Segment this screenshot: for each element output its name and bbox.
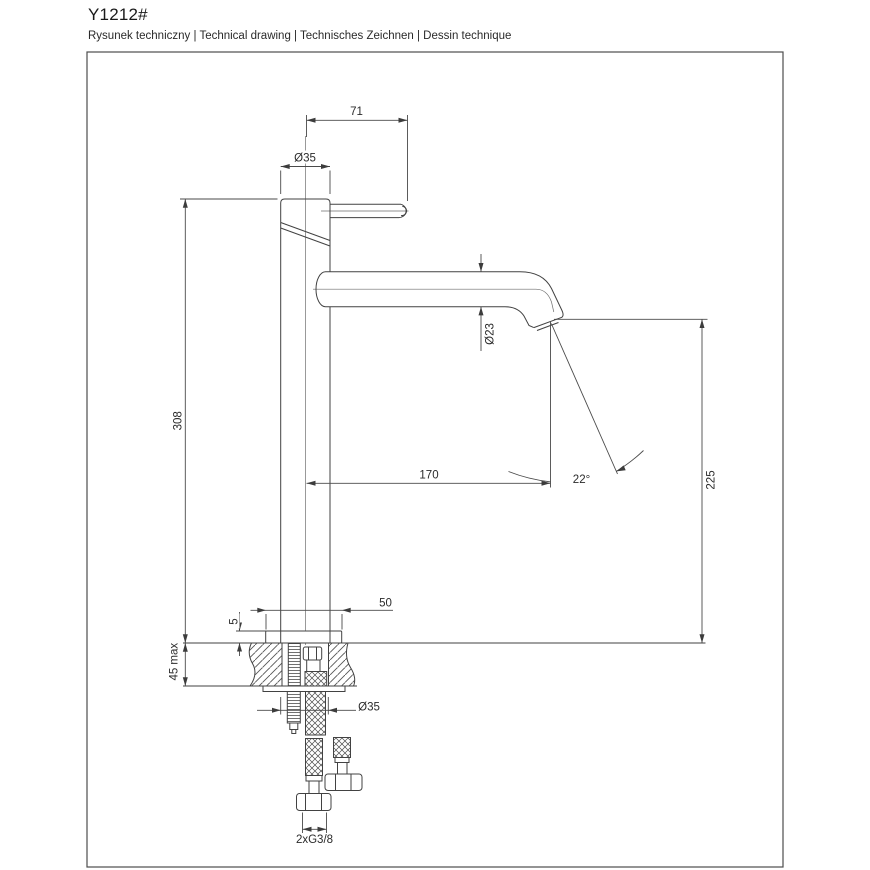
- countertop-right: [329, 643, 355, 686]
- dimension-spout-reach: [307, 322, 551, 488]
- spout-centerline: [313, 289, 554, 312]
- drawing-subtitle: Rysunek techniczny | Technical drawing | Technisches Zeichnen | Dessin technique: [88, 30, 512, 42]
- aerator-face: [537, 323, 559, 331]
- dimension-spout-diameter: [479, 254, 497, 351]
- dim-handle-length-label: 71: [350, 106, 363, 118]
- dim-outlet-angle-label: 22°: [572, 474, 591, 486]
- dim-body-height-label: 308: [172, 411, 185, 431]
- stud-nub: [292, 730, 296, 734]
- hose-left: [297, 692, 332, 811]
- dim-plate-thickness-label: 5: [228, 618, 241, 625]
- dimension-handle-length: [307, 106, 408, 201]
- hose-in-hole: [305, 672, 327, 687]
- stud-tip: [290, 723, 298, 730]
- dim-top-diameter-label: Ø35: [294, 152, 316, 165]
- dim-spout-diameter-label: Ø23: [484, 323, 497, 345]
- countertop-left: [249, 643, 282, 686]
- fixing-stud: [287, 692, 300, 724]
- hose-left-nut: [297, 794, 332, 811]
- dim-base-diameter-label: 50: [379, 597, 392, 610]
- dimension-outlet-angle: [509, 324, 644, 487]
- hose-top-neck: [307, 660, 320, 672]
- faucet-spout: [316, 272, 563, 331]
- dim-spout-reach-label: 170: [419, 469, 439, 482]
- dim-counter-thickness-label: 45 max: [168, 642, 181, 681]
- dim-hose-connection-label: 2xG3/8: [295, 834, 334, 846]
- dimension-base-diameter: [251, 598, 394, 630]
- product-code: Y1212#: [88, 5, 148, 24]
- dimension-hose-connection: [296, 813, 333, 847]
- dimension-body-height: [173, 199, 278, 686]
- drawing-border: [87, 52, 783, 867]
- hose-right: [325, 738, 362, 791]
- faucet-outline: [183, 136, 706, 811]
- washer: [263, 686, 345, 692]
- hose-top-nut: [303, 647, 321, 660]
- hose-right-nut: [325, 774, 362, 791]
- threaded-rod: [288, 644, 300, 687]
- dim-hole-diameter-label: Ø35: [358, 701, 380, 714]
- dim-outlet-height-label: 225: [705, 470, 718, 490]
